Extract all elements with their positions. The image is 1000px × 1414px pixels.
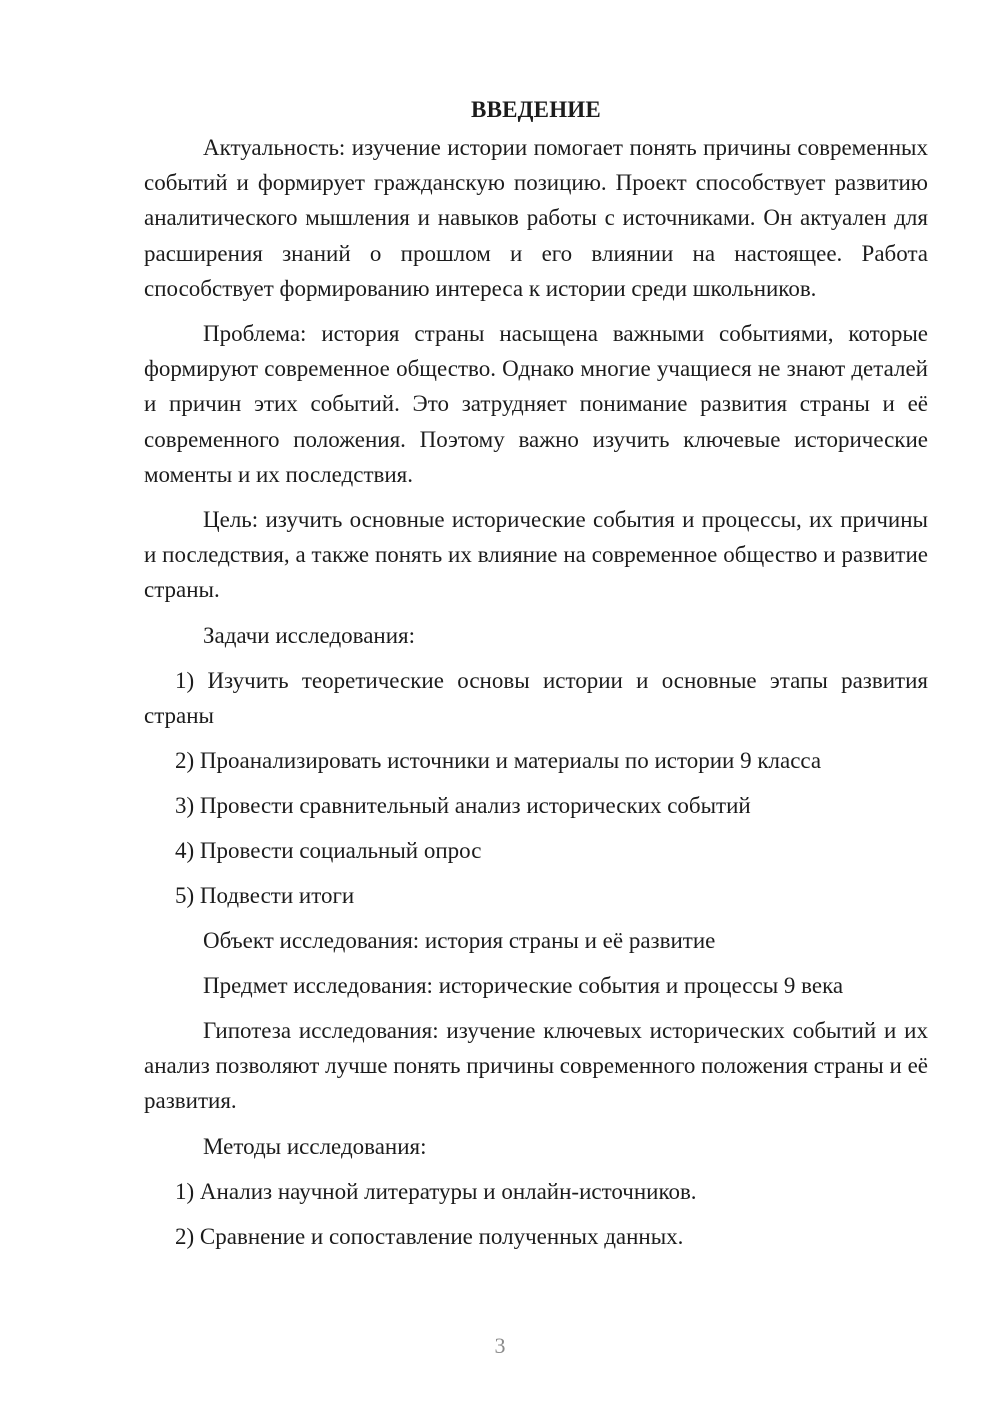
tasks-title: Задачи исследования: bbox=[203, 622, 416, 648]
task-item: 1) Изучить теоретические основы истории и основные этапы развития страны bbox=[144, 667, 928, 728]
task-item: 4) Провести социальный опрос bbox=[175, 838, 482, 864]
research-object: Объект исследования: история страны и её развитие bbox=[203, 928, 716, 954]
goal-paragraph: Цель: изучить основные исторические события и процессы, их причины и последствия, а также понять их влияние на современное общество и развитие страны. bbox=[144, 507, 928, 603]
methods-title: Методы исследования: bbox=[203, 1133, 427, 1159]
method-item: 2) Сравнение и сопоставление полученных данных. bbox=[175, 1223, 684, 1249]
problem-paragraph: Проблема: история страны насыщена важными событиями, которые формируют современное общество. Однако многие учащиеся не знают деталей и причин этих событий. Это затрудняет понимание развития страны и её современного положения. Поэтому важно изучить ключевые исторические моменты и их последствия. bbox=[144, 321, 928, 487]
method-item: 1) Анализ научной литературы и онлайн-источников. bbox=[175, 1178, 697, 1204]
research-subject: Предмет исследования: исторические события и процессы 9 века bbox=[203, 973, 844, 999]
document-page bbox=[144, 92, 928, 1264]
task-item: 2) Проанализировать источники и материалы по истории 9 класса bbox=[175, 748, 822, 774]
hypothesis-paragraph: Гипотеза исследования: изучение ключевых исторических событий и их анализ позволяют лучше понять причины современного положения страны и её развития. bbox=[144, 1018, 928, 1114]
section-heading: ВВЕДЕНИЕ bbox=[471, 97, 601, 122]
relevance-paragraph: Актуальность: изучение истории помогает понять причины современных событий и формирует гражданскую позицию. Проект способствует развитию аналитического мышления и навыков работы с источниками. Он актуален для расширения знаний о прошлом и его влиянии на настоящее. Работа способствует формированию интереса к истории среди школьников. bbox=[144, 135, 928, 301]
page-number: 3 bbox=[494, 1333, 506, 1358]
task-item: 3) Провести сравнительный анализ исторических событий bbox=[175, 793, 751, 819]
task-item: 5) Подвести итоги bbox=[175, 883, 355, 909]
